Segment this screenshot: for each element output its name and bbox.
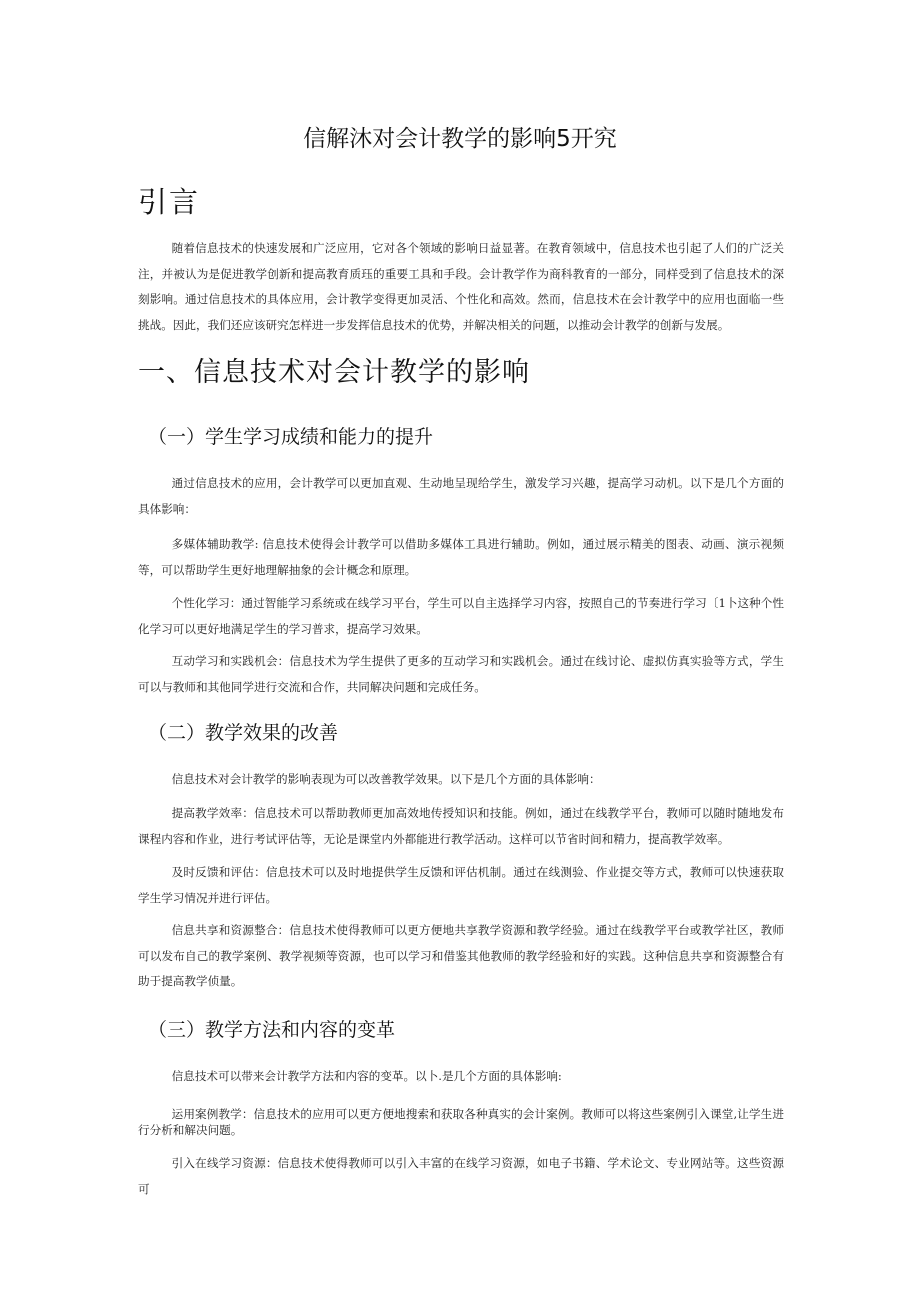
sub2-paragraph-2: 提高教学效率：信息技术可以帮助教师更加高效地传授知识和技能。例如，通过在线教学平台，教师可以随时随地发布课程内容和作业，进行考试评估等，无论是课堂内外都能进行教学活动。这样可以节省时间和精力，提高教学效率。 [138, 806, 784, 846]
document-title: 信解沐对会计教学的影响5开究 [303, 126, 617, 152]
sub3-paragraph-3: 引入在线学习资源：信息技术使得教师可以引入丰富的在线学习资源，如电子书籍、学术论文、专业网站等。这些资源可 [138, 1156, 784, 1196]
intro-paragraph: 随着信息技术的快速发展和广泛应用，它对各个领域的影响日益显著。在教育领域中，信息技术也引起了人们的广泛关注，并被认为是促进教学创新和提高教育质珏的重要工具和手段。会计教学作为商科教育的一部分，同样受到了信息技术的深刻影响。通过信息技术的具体应用，会计教学变得更加灵活、个性化和高效。然而，信息技术在会计教学中的应用也面临一些挑战。因此，我们还应该研究怎样进一步发挥信息技术的优势，并解决相关的问题，以推动会计教学的创新与发展。 [138, 241, 784, 332]
sub2-paragraph-1: 信息技术对会计教学的影响表现为可以改善教学效果。以下是几个方面的具体影响： [171, 772, 601, 786]
sub1-paragraph-2: 多媒体辅助教学: 信息技术使得会计教学可以借助多媒体工具进行辅助。例如，通过展示精美的图表、动画、演示视频等，可以帮助学生更好地理解抽象的会计概念和原理。 [138, 537, 784, 577]
sub3-paragraph-2: 运用案例教学：信息技术的应用可以更方便地搜索和获取各种真实的会计案例。教师可以将这些案例引入课堂,让学生进行分析和解决问题。 [138, 1107, 784, 1137]
subsection3-heading: （三）教学方法和内容的变革 [148, 1019, 396, 1041]
sub1-paragraph-4: 互动学习和实践机会：信息技术为学生提供了更多的互动学习和实践机会。通过在线讨论、虚拟仿真实验等方式，学生可以与教师和其他同学进行交流和合作，共同解决问题和完成任务。 [138, 654, 784, 694]
sub1-paragraph-3: 个性化学习：通过智能学习系统或在线学习平台，学生可以自主选择学习内容，按照自己的节奏进行学习〔1卜这种个性化学习可以更好地满足学生的学习普求，提高学习效果。 [138, 596, 784, 636]
sub3-paragraph-1: 信息技术可以带来会计教学方法和内容的变革。以卜.是几个方面的具体影响: [171, 1069, 562, 1083]
section1-heading: 一、信息技术对会计教学的影响 [138, 357, 530, 388]
sub2-paragraph-4: 信息共享和资源整合：信息技术使得教师可以更方便地共享教学资源和教学经验。通过在线教学平台或教学社区，教师可以发布自己的教学案例、教学视频等资源，也可以学习和借鉴其他教师的教学经验和好的实践。这种信息共享和资源整合有助于提高教学侦量。 [138, 923, 784, 988]
subsection1-heading: （一）学生学习成绩和能力的提升 [148, 426, 434, 448]
sub1-paragraph-1: 通过信息技术的应用，会计教学可以更加直观、生动地呈现给学生，激发学习兴趣，提高学习动机。以下是几个方面的具体影响： [138, 476, 784, 516]
subsection2-heading: （二）教学效果的改善 [148, 722, 339, 744]
sub2-paragraph-3: 及时反馈和评估：信息技术可以及时地提供学生反馈和评估机制。通过在线测验、作业提交等方式，教师可以快速获取学生学习情况并进行评估。 [138, 865, 784, 905]
intro-heading: 引言 [138, 185, 201, 219]
